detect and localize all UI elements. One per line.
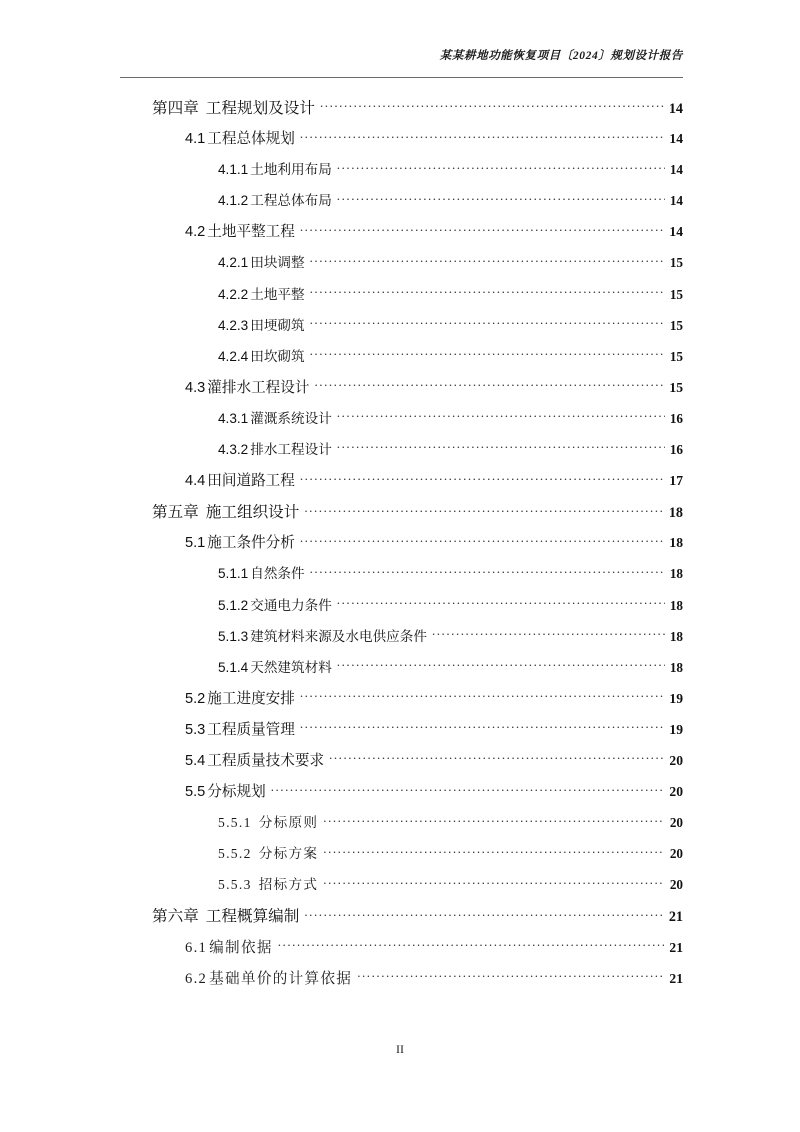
toc-dot-leader (337, 407, 665, 423)
toc-entry-title: 施工组织设计 (205, 504, 300, 522)
toc-entry-title: 工程质量管理 (207, 721, 295, 738)
toc-entry-label (218, 314, 308, 334)
toc-dot-leader (310, 345, 665, 361)
toc-entry-number: 5.1.4 (218, 659, 249, 675)
toc-dot-leader (278, 936, 665, 952)
toc-entry-label (218, 283, 308, 303)
toc-dot-leader (310, 251, 665, 267)
toc-entry-title: 施工条件分析 (207, 535, 295, 552)
toc-entry-page-number: 18 (669, 535, 683, 551)
toc-dot-leader (300, 469, 665, 485)
toc-dot-leader (314, 376, 664, 392)
toc-entry-label (218, 345, 308, 365)
toc-dot-leader (323, 842, 665, 858)
toc-entry-number: 5.3 (185, 721, 206, 738)
toc-entry-page-number: 18 (669, 597, 683, 613)
toc-entry-number: 第四章 (152, 100, 199, 117)
toc-entry[interactable] (120, 780, 683, 811)
toc-entry-label (185, 469, 298, 490)
toc-entry[interactable] (120, 127, 683, 158)
toc-entry-title: 天然建筑材料 (250, 659, 332, 675)
toc-entry-page-number: 14 (669, 193, 683, 209)
toc-entry[interactable] (120, 376, 683, 407)
toc-entry[interactable] (120, 500, 683, 531)
toc-entry-label (218, 873, 321, 893)
toc-entry-title: 建筑材料来源及水电供应条件 (250, 628, 427, 644)
toc-entry-label (218, 251, 308, 271)
toc-entry-label (218, 158, 335, 178)
toc-dot-leader (300, 531, 665, 547)
toc-entry-page-number: 15 (669, 255, 683, 271)
table-of-contents (120, 96, 683, 998)
toc-dot-leader (357, 967, 664, 983)
toc-entry[interactable] (120, 220, 683, 251)
toc-entry-title: 施工进度安排 (207, 690, 295, 707)
toc-entry-number: 4.2.4 (218, 348, 249, 364)
toc-entry-title: 基础单价的计算依据 (209, 970, 353, 987)
toc-entry-page-number: 19 (669, 721, 683, 737)
toc-entry-page-number: 16 (669, 442, 683, 458)
toc-entry-title: 田埂砌筑 (250, 317, 305, 333)
toc-entry-label (152, 500, 302, 522)
toc-entry[interactable] (120, 873, 683, 904)
toc-entry-page-number: 20 (669, 815, 683, 831)
toc-entry[interactable] (120, 407, 683, 438)
toc-dot-leader (323, 873, 665, 889)
toc-entry-page-number: 20 (669, 784, 683, 800)
toc-entry-label (185, 220, 298, 241)
toc-entry-label (218, 625, 430, 645)
toc-entry-label (185, 531, 298, 552)
toc-entry[interactable] (120, 158, 683, 189)
toc-entry-label (218, 438, 335, 458)
toc-dot-leader (329, 749, 664, 765)
toc-entry[interactable] (120, 438, 683, 469)
toc-entry-page-number: 21 (669, 939, 683, 955)
toc-entry-title: 招标方式 (258, 877, 319, 893)
toc-entry-page-number: 18 (669, 659, 683, 675)
toc-dot-leader (320, 97, 664, 113)
toc-entry[interactable] (120, 625, 683, 656)
toc-entry[interactable] (120, 687, 683, 718)
toc-entry-title: 自然条件 (250, 566, 305, 582)
toc-entry-number: 5.4 (185, 752, 206, 769)
toc-entry-title: 工程总体规划 (207, 131, 295, 148)
toc-entry[interactable] (120, 936, 683, 967)
toc-dot-leader (323, 811, 665, 827)
toc-entry-page-number: 15 (669, 379, 683, 395)
toc-entry-title: 分标原则 (258, 815, 319, 831)
toc-entry[interactable] (120, 904, 683, 935)
toc-entry-number: 第五章 (152, 504, 199, 522)
toc-entry-page-number: 18 (668, 505, 683, 522)
toc-entry-title: 灌排水工程设计 (207, 379, 310, 396)
toc-entry-title: 工程总体布局 (250, 193, 332, 209)
toc-entry-number: 第六章 (152, 908, 199, 926)
toc-dot-leader (271, 780, 665, 796)
toc-entry[interactable] (120, 283, 683, 314)
toc-entry-label (185, 967, 355, 988)
toc-entry[interactable] (120, 96, 683, 127)
toc-entry-title: 田坎砌筑 (250, 348, 305, 364)
toc-entry-number: 4.2.3 (218, 317, 249, 333)
page-running-header (120, 48, 683, 78)
toc-entry-number: 4.1.2 (218, 193, 249, 209)
toc-entry-number: 5.5.1 (218, 815, 252, 831)
toc-entry-page-number: 15 (669, 348, 683, 364)
toc-entry[interactable] (120, 251, 683, 282)
toc-entry-label (218, 594, 335, 614)
toc-entry-number: 4.3 (185, 379, 206, 396)
toc-entry-page-number: 21 (668, 909, 683, 926)
toc-entry-number: 5.1.2 (218, 597, 249, 613)
toc-entry[interactable] (120, 469, 683, 500)
toc-entry-number: 5.5 (185, 784, 206, 801)
toc-entry-number: 5.5.2 (218, 846, 252, 862)
toc-entry-label (185, 780, 269, 801)
toc-dot-leader (337, 594, 665, 610)
toc-entry-page-number: 18 (669, 566, 683, 582)
header-rule (120, 77, 683, 78)
toc-entry-number: 5.5.3 (218, 877, 252, 893)
toc-entry-page-number: 21 (669, 970, 683, 986)
page-footer (0, 1040, 800, 1058)
toc-entry-label (218, 189, 335, 209)
toc-entry-label (218, 811, 321, 831)
toc-entry-label (218, 842, 321, 862)
toc-entry-number: 5.1.1 (218, 566, 249, 582)
toc-entry-page-number: 14 (669, 224, 683, 240)
toc-dot-leader (337, 189, 665, 205)
toc-entry-label (218, 656, 335, 676)
toc-entry-title: 交通电力条件 (250, 597, 332, 613)
toc-dot-leader (300, 687, 665, 703)
footer-page-number: II (396, 1042, 404, 1056)
toc-entry[interactable] (120, 189, 683, 220)
toc-entry-title: 灌溉系统设计 (250, 410, 332, 426)
toc-entry-number: 4.1 (185, 131, 206, 148)
toc-entry-label (185, 376, 312, 397)
toc-entry-number: 5.2 (185, 690, 206, 707)
toc-entry-page-number: 20 (669, 877, 683, 893)
toc-entry-page-number: 14 (668, 101, 683, 117)
toc-entry-title: 土地平整 (250, 286, 305, 302)
toc-entry[interactable] (120, 842, 683, 873)
toc-entry[interactable] (120, 749, 683, 780)
toc-entry-number: 6.2 (185, 970, 208, 987)
toc-entry-page-number: 14 (669, 162, 683, 178)
toc-dot-leader (310, 314, 665, 330)
toc-entry-label (185, 718, 298, 739)
toc-entry-number: 4.2.1 (218, 255, 249, 271)
toc-entry-title: 分标规划 (207, 784, 266, 801)
toc-dot-leader (300, 718, 665, 734)
toc-entry-label (152, 96, 318, 118)
toc-entry[interactable] (120, 967, 683, 998)
toc-entry-label (152, 904, 302, 926)
toc-entry-page-number: 17 (669, 473, 683, 489)
toc-dot-leader (300, 220, 665, 236)
toc-entry[interactable] (120, 345, 683, 376)
toc-dot-leader (432, 625, 665, 641)
toc-entry-page-number: 18 (669, 628, 683, 644)
toc-entry[interactable] (120, 314, 683, 345)
toc-entry-label (185, 127, 298, 148)
toc-dot-leader (337, 656, 665, 672)
toc-entry-title: 土地平整工程 (207, 224, 295, 241)
toc-entry-number: 4.2 (185, 224, 206, 241)
toc-entry-title: 田块调整 (250, 255, 305, 271)
toc-entry-title: 工程概算编制 (205, 908, 300, 926)
toc-entry-number: 6.1 (185, 939, 208, 956)
toc-entry-label (185, 936, 276, 957)
toc-entry-page-number: 19 (669, 690, 683, 706)
header-title: 某某耕地功能恢复项目〔2024〕规划设计报告 (439, 50, 683, 62)
toc-entry[interactable] (120, 594, 683, 625)
toc-entry-page-number: 15 (669, 317, 683, 333)
toc-entry-number: 4.3.2 (218, 442, 249, 458)
toc-entry-label (218, 562, 308, 582)
toc-entry[interactable] (120, 718, 683, 749)
toc-entry[interactable] (120, 656, 683, 687)
toc-entry-page-number: 20 (669, 752, 683, 768)
toc-entry-number: 4.1.1 (218, 162, 249, 178)
toc-entry-title: 工程规划及设计 (205, 100, 315, 117)
toc-entry-number: 4.2.2 (218, 286, 249, 302)
toc-entry-number: 5.1.3 (218, 628, 249, 644)
toc-entry-page-number: 14 (669, 131, 683, 147)
toc-entry-number: 5.1 (185, 535, 206, 552)
toc-entry-title: 田间道路工程 (207, 473, 295, 490)
toc-entry-page-number: 16 (669, 410, 683, 426)
toc-entry-page-number: 20 (669, 846, 683, 862)
toc-dot-leader (300, 127, 665, 143)
toc-dot-leader (310, 283, 665, 299)
toc-entry-label (185, 749, 327, 770)
toc-entry[interactable] (120, 531, 683, 562)
toc-dot-leader (304, 501, 663, 517)
toc-entry[interactable] (120, 562, 683, 593)
toc-entry-label (218, 407, 335, 427)
toc-entry-title: 排水工程设计 (250, 442, 332, 458)
toc-dot-leader (337, 158, 665, 174)
toc-entry-title: 分标方案 (258, 846, 319, 862)
toc-dot-leader (337, 438, 665, 454)
toc-dot-leader (304, 905, 663, 921)
toc-entry-title: 土地利用布局 (250, 162, 332, 178)
toc-entry-number: 4.4 (185, 473, 206, 490)
toc-entry-title: 编制依据 (209, 939, 273, 956)
toc-entry-title: 工程质量技术要求 (207, 752, 325, 769)
toc-dot-leader (310, 562, 665, 578)
toc-entry[interactable] (120, 811, 683, 842)
toc-entry-number: 4.3.1 (218, 410, 249, 426)
toc-entry-label (185, 687, 298, 708)
toc-entry-page-number: 15 (669, 286, 683, 302)
